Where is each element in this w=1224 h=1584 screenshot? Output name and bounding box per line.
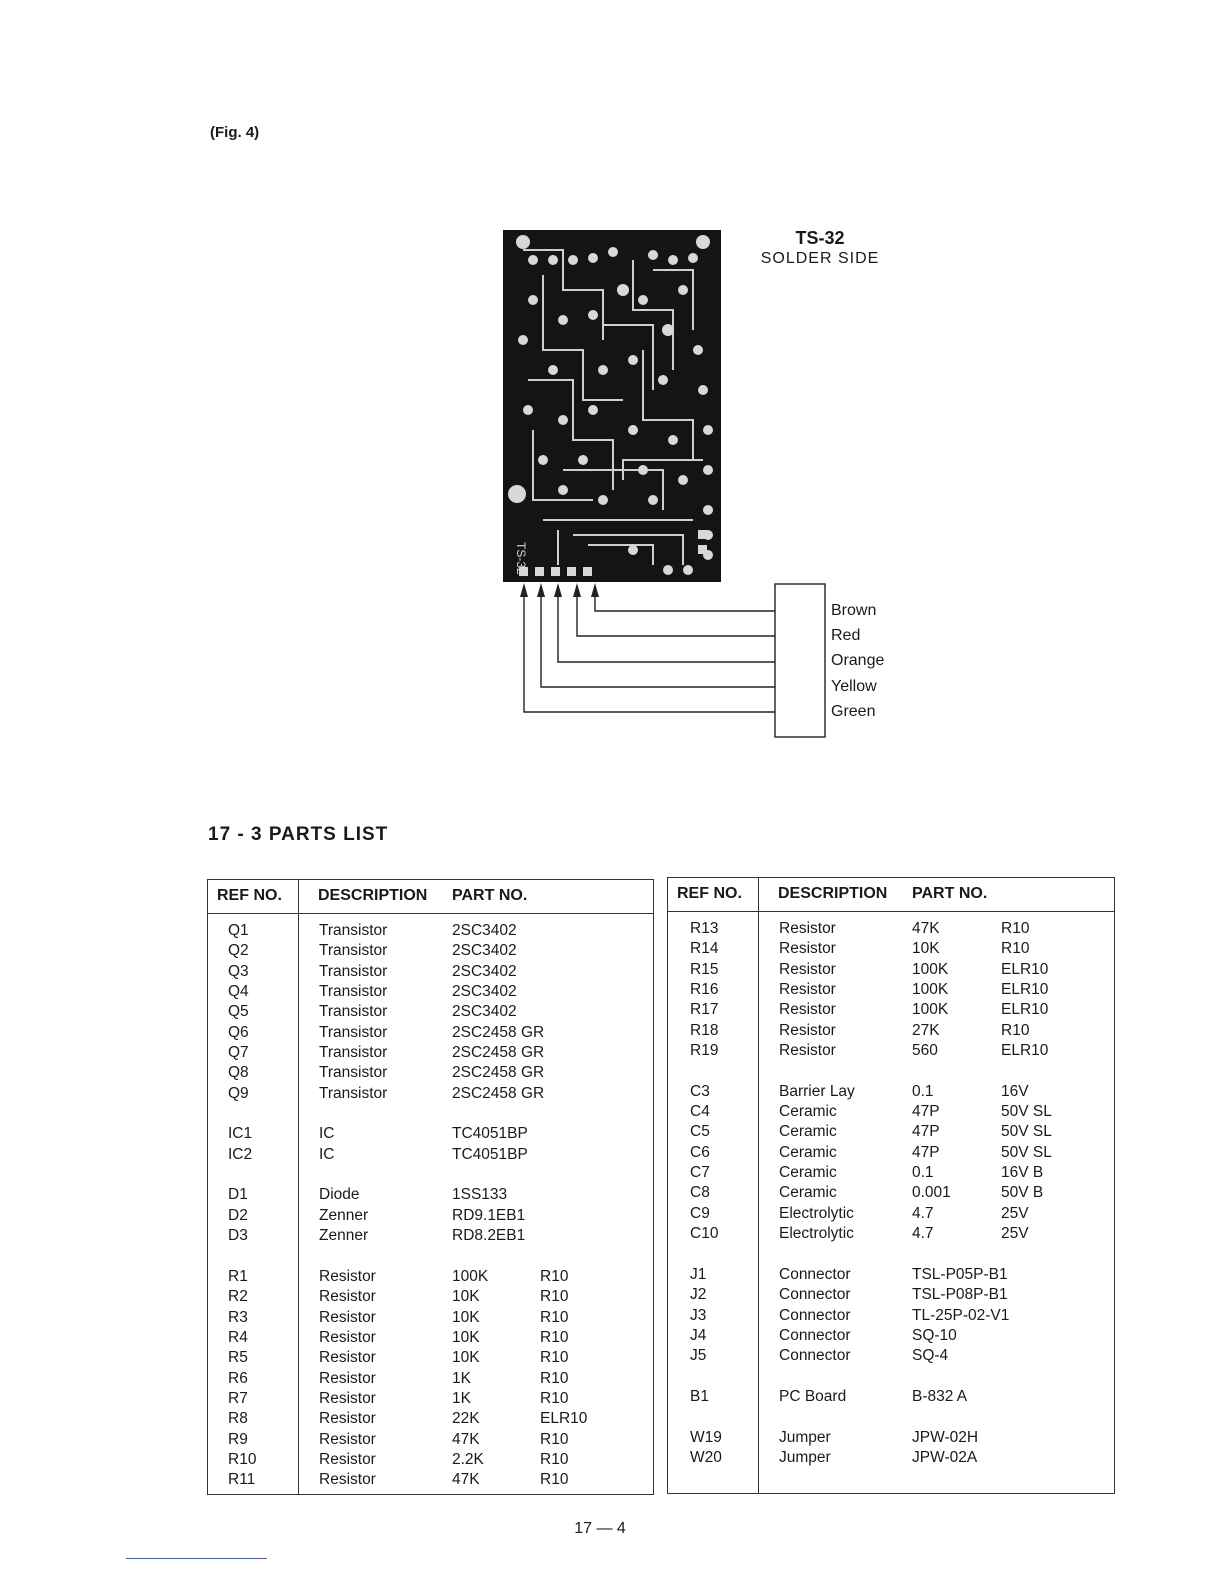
table-row [668, 1083, 1114, 1103]
part-no-cell: 100K [912, 960, 949, 978]
table-header [668, 878, 1114, 912]
description-cell: Connector [779, 1265, 851, 1283]
part-no-cell: 560 [912, 1042, 938, 1060]
description-cell: Resistor [319, 1430, 376, 1448]
spec-cell: R10 [540, 1471, 569, 1489]
part-no-cell: 2SC3402 [452, 922, 517, 939]
description-cell: Ceramic [779, 1143, 837, 1161]
spec-cell: 50V SL [1001, 1143, 1052, 1161]
ref-cell: R19 [690, 1042, 719, 1060]
description-cell: Electrolytic [779, 1204, 854, 1222]
table-row [668, 1001, 1114, 1021]
description-cell: Connector [779, 1326, 851, 1344]
table-header [208, 880, 653, 914]
table-row [668, 961, 1114, 981]
description-cell: Transistor [319, 922, 388, 939]
spec-cell: 25V [1001, 1204, 1029, 1222]
table-row [668, 1286, 1114, 1306]
divider-line [126, 1558, 267, 1559]
table-row [668, 1062, 1114, 1082]
part-no-cell: 47K [452, 1430, 480, 1448]
header-description: DESCRIPTION [778, 885, 888, 902]
table-row [668, 1042, 1114, 1062]
header-ref: REF NO. [677, 885, 742, 902]
spec-cell: 25V [1001, 1225, 1029, 1243]
ref-cell: R13 [690, 920, 719, 937]
table-row [208, 983, 653, 1003]
part-no-cell: 10K [452, 1328, 480, 1346]
table-row [208, 922, 653, 942]
wire-arrows [520, 583, 599, 597]
part-no-cell: 4.7 [912, 1225, 934, 1243]
ref-cell: C7 [690, 1164, 710, 1182]
part-no-cell: RD9.1EB1 [452, 1206, 526, 1224]
description-cell: Barrier Lay [779, 1082, 855, 1100]
table-row [668, 1388, 1114, 1408]
part-no-cell: B-832 A [912, 1387, 968, 1405]
table-row [208, 1349, 653, 1369]
spec-cell: R10 [540, 1369, 569, 1387]
description-cell: Transistor [319, 942, 388, 960]
wire-label-red: Red [831, 627, 861, 644]
part-no-cell: 47P [912, 1143, 940, 1161]
ref-cell: Q1 [228, 922, 249, 939]
table-row [208, 1410, 653, 1430]
table-row [208, 1024, 653, 1044]
spec-cell: R10 [1001, 1021, 1030, 1039]
table-row [208, 1288, 653, 1308]
part-no-cell: JPW-02A [912, 1448, 978, 1466]
part-no-cell: 100K [912, 981, 949, 999]
wiring-diagram [500, 575, 830, 745]
description-cell: Resistor [779, 940, 836, 958]
figure-label: (Fig. 4) [210, 124, 260, 141]
spec-cell: R10 [540, 1328, 569, 1346]
spec-cell: R10 [1001, 940, 1030, 958]
table-row [668, 1103, 1114, 1123]
part-no-cell: 2SC2458 GR [452, 1044, 545, 1062]
ref-cell: W19 [690, 1428, 722, 1446]
part-no-cell: 47P [912, 1103, 940, 1121]
spec-cell: 16V [1001, 1082, 1029, 1100]
description-cell: Connector [779, 1286, 851, 1304]
part-no-cell: 10K [452, 1288, 480, 1306]
header-description: DESCRIPTION [318, 887, 428, 904]
description-cell: Transistor [319, 1003, 388, 1021]
part-no-cell: 2SC2458 GR [452, 1023, 545, 1041]
spec-cell: R10 [1001, 920, 1030, 937]
description-cell: Resistor [779, 960, 836, 978]
spec-cell: R10 [540, 1308, 569, 1326]
description-cell: Resistor [319, 1471, 376, 1489]
ref-cell: D1 [228, 1186, 248, 1204]
part-no-cell: 0.1 [912, 1164, 934, 1182]
connector-box [775, 584, 825, 737]
ref-cell: C3 [690, 1082, 710, 1100]
description-cell: Transistor [319, 1064, 388, 1082]
description-cell: Ceramic [779, 1123, 837, 1141]
part-no-cell: 2SC3402 [452, 1003, 517, 1021]
table-row [208, 1105, 653, 1125]
header-part-no: PART NO. [452, 887, 528, 904]
table-row [208, 1431, 653, 1451]
part-no-cell: RD8.2EB1 [452, 1227, 526, 1245]
table-row [668, 1164, 1114, 1184]
part-no-cell: 1K [452, 1369, 471, 1387]
part-no-cell: 47K [912, 920, 940, 937]
ref-cell: R5 [228, 1349, 248, 1367]
description-cell: Resistor [779, 1021, 836, 1039]
description-cell: Transistor [319, 1084, 388, 1102]
ref-cell: R14 [690, 940, 719, 958]
ref-cell: R9 [228, 1430, 248, 1448]
spec-cell: R10 [540, 1288, 569, 1306]
ref-cell: R1 [228, 1267, 248, 1285]
board-side: SOLDER SIDE [760, 250, 880, 267]
ref-cell: J1 [690, 1265, 707, 1283]
description-cell: Resistor [319, 1410, 376, 1428]
table-row [208, 942, 653, 962]
table-row [208, 1125, 653, 1145]
description-cell: Electrolytic [779, 1225, 854, 1243]
table-row [668, 1408, 1114, 1428]
description-cell: Connector [779, 1347, 851, 1365]
part-no-cell: 27K [912, 1021, 940, 1039]
ref-cell: B1 [690, 1387, 709, 1405]
table-row [668, 1307, 1114, 1327]
table-row [668, 920, 1114, 940]
ref-cell: R11 [228, 1471, 256, 1489]
description-cell: Resistor [319, 1349, 376, 1367]
part-no-cell: 47K [452, 1471, 480, 1489]
table-row [208, 1166, 653, 1186]
description-cell: Ceramic [779, 1184, 837, 1202]
spec-cell: 50V SL [1001, 1103, 1052, 1121]
pcb-silk-label: TS-32 [514, 542, 528, 575]
table-row [668, 1449, 1114, 1469]
ref-cell: J3 [690, 1306, 707, 1324]
header-ref: REF NO. [217, 887, 282, 904]
ref-cell: C10 [690, 1225, 719, 1243]
wire-label-orange: Orange [831, 652, 885, 669]
spec-cell: ELR10 [1001, 1001, 1049, 1019]
ref-cell: C6 [690, 1143, 710, 1161]
ref-cell: Q2 [228, 942, 249, 960]
description-cell: Transistor [319, 1044, 388, 1062]
table-row [668, 1225, 1114, 1245]
description-cell: Connector [779, 1306, 851, 1324]
part-no-cell: TC4051BP [452, 1145, 528, 1163]
table-row [208, 1370, 653, 1390]
table-row [668, 1327, 1114, 1347]
ref-cell: Q9 [228, 1084, 249, 1102]
part-no-cell: 4.7 [912, 1204, 934, 1222]
ref-cell: C8 [690, 1184, 710, 1202]
wire-label-yellow: Yellow [831, 678, 877, 695]
ref-cell: R6 [228, 1369, 248, 1387]
table-row [668, 1184, 1114, 1204]
part-no-cell: 10K [452, 1349, 480, 1367]
ref-cell: D3 [228, 1227, 248, 1245]
pcb-solder-side-image [503, 230, 721, 582]
table-row [208, 1309, 653, 1329]
ref-cell: R3 [228, 1308, 248, 1326]
description-cell: Ceramic [779, 1164, 837, 1182]
spec-cell: R10 [540, 1349, 569, 1367]
description-cell: Resistor [319, 1389, 376, 1407]
spec-cell: 50V B [1001, 1184, 1044, 1202]
table-row [208, 1390, 653, 1410]
description-cell: Transistor [319, 983, 388, 1001]
description-cell: Resistor [319, 1328, 376, 1346]
parts-table-right [667, 877, 1115, 1494]
part-no-cell: 2SC2458 GR [452, 1084, 545, 1102]
table-row [208, 963, 653, 983]
description-cell: Resistor [319, 1450, 376, 1468]
ref-cell: Q5 [228, 1003, 249, 1021]
wire-label-green: Green [831, 703, 876, 720]
parts-table-left [207, 879, 654, 1495]
description-cell: Resistor [779, 920, 836, 937]
description-cell: PC Board [779, 1387, 847, 1405]
part-no-cell: 2SC3402 [452, 962, 517, 980]
ref-cell: C5 [690, 1123, 710, 1141]
part-no-cell: 2.2K [452, 1450, 484, 1468]
section-title: 17 - 3 PARTS LIST [208, 824, 389, 845]
part-no-cell: TL-25P-02-V1 [912, 1306, 1010, 1324]
table-row [208, 1085, 653, 1105]
ref-cell: R16 [690, 981, 719, 999]
description-cell: Jumper [779, 1428, 831, 1446]
table-row [668, 1205, 1114, 1225]
spec-cell: 16V B [1001, 1164, 1044, 1182]
part-no-cell: 100K [912, 1001, 949, 1019]
page-number: 17 — 4 [574, 1520, 626, 1537]
table-row [208, 1186, 653, 1206]
wire-orange [558, 595, 775, 662]
part-no-cell: 0.001 [912, 1184, 951, 1202]
table-row [668, 1246, 1114, 1266]
spec-cell: R10 [540, 1267, 569, 1285]
ref-cell: IC1 [228, 1125, 253, 1143]
description-cell: Ceramic [779, 1103, 837, 1121]
ref-cell: R17 [690, 1001, 719, 1019]
board-name: TS-32 [795, 228, 845, 248]
wire-red [577, 595, 775, 636]
part-no-cell: 22K [452, 1410, 480, 1428]
wire-green [524, 595, 775, 712]
description-cell: IC [319, 1125, 335, 1143]
table-row [208, 1064, 653, 1084]
board-title [750, 228, 890, 268]
description-cell: Resistor [319, 1369, 376, 1387]
part-no-cell: TC4051BP [452, 1125, 528, 1143]
ref-cell: J5 [690, 1347, 707, 1365]
part-no-cell: 10K [912, 940, 940, 958]
ref-cell: Q3 [228, 962, 249, 980]
table-body [208, 922, 653, 1492]
wire-brown [595, 595, 775, 611]
description-cell: Resistor [779, 1001, 836, 1019]
spec-cell: R10 [540, 1450, 569, 1468]
table-row [668, 1123, 1114, 1143]
table-row [208, 1268, 653, 1288]
table-row [208, 1044, 653, 1064]
description-cell: Jumper [779, 1448, 831, 1466]
ref-cell: R2 [228, 1288, 248, 1306]
table-row [668, 1368, 1114, 1388]
part-no-cell: TSL-P05P-B1 [912, 1265, 1008, 1283]
part-no-cell: 2SC3402 [452, 983, 517, 1001]
spec-cell: ELR10 [1001, 1042, 1049, 1060]
part-no-cell: 2SC3402 [452, 942, 517, 960]
table-row [668, 1347, 1114, 1367]
part-no-cell: TSL-P08P-B1 [912, 1286, 1008, 1304]
table-row [208, 1146, 653, 1166]
part-no-cell: 2SC2458 GR [452, 1064, 545, 1082]
description-cell: Resistor [319, 1267, 376, 1285]
wire-label-brown: Brown [831, 602, 877, 619]
table-row [208, 1329, 653, 1349]
part-no-cell: 1K [452, 1389, 471, 1407]
description-cell: Zenner [319, 1206, 369, 1224]
table-row [668, 1144, 1114, 1164]
spec-cell: R10 [540, 1389, 569, 1407]
spec-cell: ELR10 [1001, 981, 1049, 999]
table-row [668, 981, 1114, 1001]
table-row [208, 1227, 653, 1247]
spec-cell: R10 [540, 1430, 569, 1448]
ref-cell: Q7 [228, 1044, 249, 1062]
ref-cell: R8 [228, 1410, 248, 1428]
ref-cell: J2 [690, 1286, 707, 1304]
ref-cell: R10 [228, 1450, 257, 1468]
description-cell: Transistor [319, 1023, 388, 1041]
part-no-cell: 47P [912, 1123, 940, 1141]
spec-cell: 50V SL [1001, 1123, 1052, 1141]
description-cell: Resistor [319, 1288, 376, 1306]
part-no-cell: 0.1 [912, 1082, 934, 1100]
table-row [208, 1207, 653, 1227]
ref-cell: D2 [228, 1206, 248, 1224]
ref-cell: R4 [228, 1328, 248, 1346]
description-cell: Zenner [319, 1227, 369, 1245]
description-cell: Transistor [319, 962, 388, 980]
ref-cell: J4 [690, 1326, 707, 1344]
table-row [668, 1266, 1114, 1286]
wire-yellow [541, 595, 775, 687]
spec-cell: ELR10 [540, 1410, 588, 1428]
ref-cell: R15 [690, 960, 719, 978]
part-no-cell: 100K [452, 1267, 489, 1285]
table-row [208, 1003, 653, 1023]
ref-cell: Q4 [228, 983, 249, 1001]
table-body [668, 920, 1114, 1469]
table-row [668, 1429, 1114, 1449]
table-row [208, 1471, 653, 1491]
part-no-cell: JPW-02H [912, 1428, 979, 1446]
ref-cell: W20 [690, 1448, 722, 1466]
header-part-no: PART NO. [912, 885, 988, 902]
table-row [208, 1248, 653, 1268]
part-no-cell: SQ-4 [912, 1347, 949, 1365]
spec-cell: ELR10 [1001, 960, 1049, 978]
table-row [668, 940, 1114, 960]
part-no-cell: 1SS133 [452, 1186, 508, 1204]
description-cell: Diode [319, 1186, 360, 1204]
description-cell: Resistor [779, 981, 836, 999]
description-cell: IC [319, 1145, 335, 1163]
ref-cell: Q6 [228, 1023, 249, 1041]
ref-cell: Q8 [228, 1064, 249, 1082]
description-cell: Resistor [779, 1042, 836, 1060]
ref-cell: C4 [690, 1103, 710, 1121]
part-no-cell: SQ-10 [912, 1326, 957, 1344]
ref-cell: R18 [690, 1021, 719, 1039]
part-no-cell: 10K [452, 1308, 480, 1326]
table-row [208, 1451, 653, 1471]
ref-cell: R7 [228, 1389, 248, 1407]
description-cell: Resistor [319, 1308, 376, 1326]
ref-cell: C9 [690, 1204, 710, 1222]
ref-cell: IC2 [228, 1145, 253, 1163]
table-row [668, 1022, 1114, 1042]
